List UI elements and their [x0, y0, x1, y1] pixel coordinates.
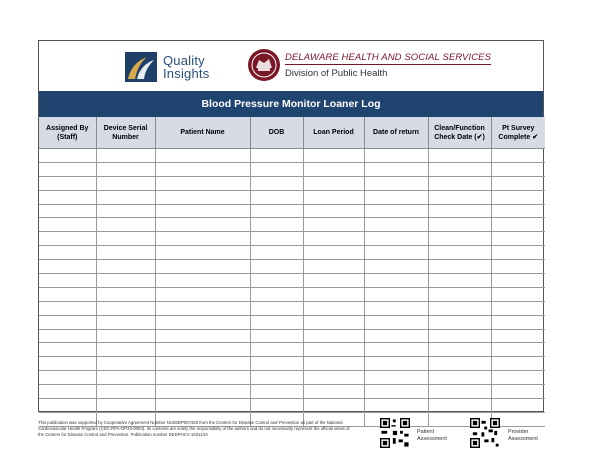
patient-assessment-qr-icon[interactable]: [380, 418, 410, 448]
quality-insights-logo: [125, 51, 209, 83]
table-cell[interactable]: [96, 343, 155, 357]
dhss-subtitle: Division of Public Health: [285, 67, 388, 79]
table-cell[interactable]: [428, 357, 491, 371]
table-cell[interactable]: [364, 301, 428, 315]
table-cell[interactable]: [491, 301, 545, 315]
table-cell[interactable]: [303, 190, 364, 204]
quality-insights-mark-icon: [125, 52, 157, 82]
table-cell[interactable]: [96, 149, 155, 163]
table-cell[interactable]: [96, 287, 155, 301]
table-cell[interactable]: [303, 287, 364, 301]
table-cell[interactable]: [303, 399, 364, 413]
table-cell[interactable]: [39, 260, 96, 274]
table-cell[interactable]: [428, 204, 491, 218]
table-cell[interactable]: [364, 246, 428, 260]
table-cell[interactable]: [364, 343, 428, 357]
table-cell[interactable]: [364, 287, 428, 301]
table-cell[interactable]: [428, 329, 491, 343]
table-cell[interactable]: [250, 315, 303, 329]
table-cell[interactable]: [155, 274, 250, 288]
col-header-clean-function: Clean/Function Check Date (✔): [428, 117, 491, 149]
table-cell[interactable]: [155, 149, 250, 163]
table-cell[interactable]: [491, 190, 545, 204]
table-cell[interactable]: [39, 204, 96, 218]
col-header-dob: DOB: [250, 117, 303, 149]
table-cell[interactable]: [96, 357, 155, 371]
table-cell[interactable]: [39, 399, 96, 413]
col-header-patient-name: Patient Name: [155, 117, 250, 149]
table-cell[interactable]: [428, 287, 491, 301]
table-cell[interactable]: [96, 246, 155, 260]
table-cell[interactable]: [364, 315, 428, 329]
table-cell[interactable]: [303, 357, 364, 371]
table-row: [39, 371, 545, 385]
table-row: [39, 301, 545, 315]
funding-disclaimer: This publication was supported by Cooperative Agreement Number NU58DP007429 from the Centers for Disease Control and Prevention as part of the National Cardiovascular Health Program (CDC-RFA-DP23-0004). Its contents are solely the responsibility of the authors and do not necessarily represent the official views of the Centers for Disease Control and Prevention. Publication number DEDPHCV-103124A: [38, 420, 350, 438]
table-cell[interactable]: [250, 399, 303, 413]
table-cell[interactable]: [491, 371, 545, 385]
table-cell[interactable]: [364, 176, 428, 190]
table-cell[interactable]: [39, 371, 96, 385]
table-cell[interactable]: [491, 274, 545, 288]
table-cell[interactable]: [39, 287, 96, 301]
table-row: [39, 149, 545, 163]
table-row: [39, 357, 545, 371]
table-cell[interactable]: [155, 301, 250, 315]
table-cell[interactable]: [428, 399, 491, 413]
table-row: [39, 204, 545, 218]
table-cell[interactable]: [96, 301, 155, 315]
table-cell[interactable]: [491, 204, 545, 218]
table-row: [39, 343, 545, 357]
dhss-logo: [247, 48, 491, 82]
table-cell[interactable]: [364, 218, 428, 232]
table-cell[interactable]: [155, 260, 250, 274]
table-cell[interactable]: [364, 371, 428, 385]
qr-provider-label-line2: Assessment: [508, 436, 538, 442]
table-cell[interactable]: [364, 190, 428, 204]
table-cell[interactable]: [491, 176, 545, 190]
table-cell[interactable]: [491, 246, 545, 260]
loaner-log-sheet: [38, 40, 544, 412]
log-title-bar: [39, 91, 543, 117]
table-cell[interactable]: [250, 204, 303, 218]
patient-assessment-label: [417, 429, 447, 443]
table-cell[interactable]: [96, 385, 155, 399]
table-cell[interactable]: [364, 204, 428, 218]
table-cell[interactable]: [428, 176, 491, 190]
table-body: [39, 149, 545, 427]
table-row: [39, 190, 545, 204]
table-cell[interactable]: [364, 162, 428, 176]
table-cell[interactable]: [491, 232, 545, 246]
table-cell[interactable]: [250, 357, 303, 371]
table-row: [39, 385, 545, 399]
table-cell[interactable]: [428, 315, 491, 329]
col-header-pt-survey: Pt Survey Complete ✔: [491, 117, 545, 149]
loaner-log-table: [39, 117, 545, 427]
table-cell[interactable]: [250, 371, 303, 385]
table-cell[interactable]: [155, 176, 250, 190]
table-cell[interactable]: [39, 357, 96, 371]
table-row: [39, 176, 545, 190]
table-cell[interactable]: [428, 190, 491, 204]
table-cell[interactable]: [364, 260, 428, 274]
table-row: [39, 260, 545, 274]
table-cell[interactable]: [39, 218, 96, 232]
table-cell[interactable]: [155, 315, 250, 329]
col-header-assigned-by: Assigned By (Staff): [39, 117, 96, 149]
table-cell[interactable]: [303, 204, 364, 218]
table-cell[interactable]: [250, 385, 303, 399]
table-cell[interactable]: [155, 162, 250, 176]
table-cell[interactable]: [250, 218, 303, 232]
table-row: [39, 287, 545, 301]
table-cell[interactable]: [364, 357, 428, 371]
table-cell[interactable]: [491, 287, 545, 301]
table-cell[interactable]: [155, 329, 250, 343]
table-cell[interactable]: [303, 274, 364, 288]
table-cell[interactable]: [250, 176, 303, 190]
table-cell[interactable]: [96, 274, 155, 288]
table-cell[interactable]: [155, 287, 250, 301]
table-cell[interactable]: [491, 218, 545, 232]
table-cell[interactable]: [491, 385, 545, 399]
table-cell[interactable]: [303, 385, 364, 399]
table-row: [39, 315, 545, 329]
table-cell[interactable]: [96, 204, 155, 218]
table-cell[interactable]: [155, 190, 250, 204]
table-cell[interactable]: [428, 343, 491, 357]
table-cell[interactable]: [364, 149, 428, 163]
table-cell[interactable]: [491, 343, 545, 357]
table-cell[interactable]: [428, 301, 491, 315]
table-cell[interactable]: [155, 246, 250, 260]
table-cell[interactable]: [250, 149, 303, 163]
table-cell[interactable]: [39, 246, 96, 260]
table-cell[interactable]: [303, 149, 364, 163]
logo-band: [39, 41, 543, 91]
table-cell[interactable]: [250, 232, 303, 246]
table-cell[interactable]: [303, 343, 364, 357]
table-cell[interactable]: [250, 329, 303, 343]
log-title: Blood Pressure Monitor Loaner Log: [201, 98, 381, 110]
table-cell[interactable]: [39, 343, 96, 357]
table-cell[interactable]: [96, 315, 155, 329]
table-cell[interactable]: [428, 371, 491, 385]
table-cell[interactable]: [250, 190, 303, 204]
provider-assessment-label: [508, 429, 538, 443]
table-cell[interactable]: [155, 232, 250, 246]
dhss-title: DELAWARE HEALTH AND SOCIAL SERVICES: [285, 51, 492, 63]
table-cell[interactable]: [250, 274, 303, 288]
table-cell[interactable]: [250, 162, 303, 176]
table-cell[interactable]: [428, 232, 491, 246]
table-cell[interactable]: [303, 315, 364, 329]
provider-assessment-qr-icon[interactable]: [470, 418, 500, 448]
table-cell[interactable]: [155, 343, 250, 357]
table-cell[interactable]: [39, 149, 96, 163]
col-header-date-of-return: Date of return: [364, 117, 428, 149]
table-cell[interactable]: [155, 371, 250, 385]
table-cell[interactable]: [364, 232, 428, 246]
table-cell[interactable]: [491, 315, 545, 329]
table-cell[interactable]: [364, 385, 428, 399]
table-cell[interactable]: [303, 329, 364, 343]
table-cell[interactable]: [364, 329, 428, 343]
qr-patient-label-line1: Patient: [417, 429, 435, 435]
table-cell[interactable]: [428, 218, 491, 232]
table-cell[interactable]: [428, 246, 491, 260]
table-cell[interactable]: [96, 218, 155, 232]
table-cell[interactable]: [155, 385, 250, 399]
table-row: [39, 232, 545, 246]
qi-logo-line1: Quality: [163, 53, 205, 68]
table-cell[interactable]: [364, 399, 428, 413]
table-cell[interactable]: [303, 218, 364, 232]
table-cell[interactable]: [250, 246, 303, 260]
table-cell[interactable]: [491, 329, 545, 343]
table-cell[interactable]: [155, 357, 250, 371]
table-cell[interactable]: [96, 399, 155, 413]
table-cell[interactable]: [491, 357, 545, 371]
table-cell[interactable]: [428, 260, 491, 274]
table-cell[interactable]: [96, 176, 155, 190]
table-cell[interactable]: [303, 246, 364, 260]
table-header-row: [39, 117, 545, 149]
table-cell[interactable]: [303, 260, 364, 274]
table-cell[interactable]: [39, 232, 96, 246]
table-cell[interactable]: [96, 232, 155, 246]
table-cell[interactable]: [250, 343, 303, 357]
table-cell[interactable]: [303, 176, 364, 190]
qi-logo-line2: Insights: [163, 66, 210, 81]
table-cell[interactable]: [155, 399, 250, 413]
table-row: [39, 218, 545, 232]
table-cell[interactable]: [491, 399, 545, 413]
table-cell[interactable]: [491, 149, 545, 163]
dhss-seal-icon: [247, 48, 281, 82]
table-row: [39, 399, 545, 413]
table-row: [39, 246, 545, 260]
table-cell[interactable]: [428, 274, 491, 288]
table-cell[interactable]: [39, 385, 96, 399]
table-cell[interactable]: [96, 260, 155, 274]
table-cell[interactable]: [303, 301, 364, 315]
table-cell[interactable]: [491, 260, 545, 274]
col-header-loan-period: Loan Period: [303, 117, 364, 149]
table-cell[interactable]: [155, 218, 250, 232]
table-cell[interactable]: [96, 190, 155, 204]
table-row: [39, 162, 545, 176]
table-cell[interactable]: [39, 190, 96, 204]
qr-patient-label-line2: Assessment: [417, 436, 447, 442]
table-cell[interactable]: [39, 176, 96, 190]
table-cell[interactable]: [428, 149, 491, 163]
table-cell[interactable]: [250, 287, 303, 301]
table-cell[interactable]: [39, 329, 96, 343]
table-cell[interactable]: [96, 329, 155, 343]
table-cell[interactable]: [39, 274, 96, 288]
table-cell[interactable]: [428, 162, 491, 176]
table-cell[interactable]: [96, 162, 155, 176]
table-cell[interactable]: [155, 204, 250, 218]
table-cell[interactable]: [250, 301, 303, 315]
table-cell[interactable]: [303, 162, 364, 176]
table-cell[interactable]: [303, 371, 364, 385]
table-cell[interactable]: [428, 385, 491, 399]
table-row: [39, 274, 545, 288]
table-cell[interactable]: [491, 162, 545, 176]
table-cell[interactable]: [39, 315, 96, 329]
table-cell[interactable]: [39, 301, 96, 315]
table-cell[interactable]: [364, 274, 428, 288]
table-cell[interactable]: [250, 260, 303, 274]
col-header-device-serial: Device Serial Number: [96, 117, 155, 149]
table-cell[interactable]: [96, 371, 155, 385]
table-cell[interactable]: [39, 162, 96, 176]
table-cell[interactable]: [303, 232, 364, 246]
qr-provider-label-line1: Provider: [508, 429, 529, 435]
table-row: [39, 329, 545, 343]
